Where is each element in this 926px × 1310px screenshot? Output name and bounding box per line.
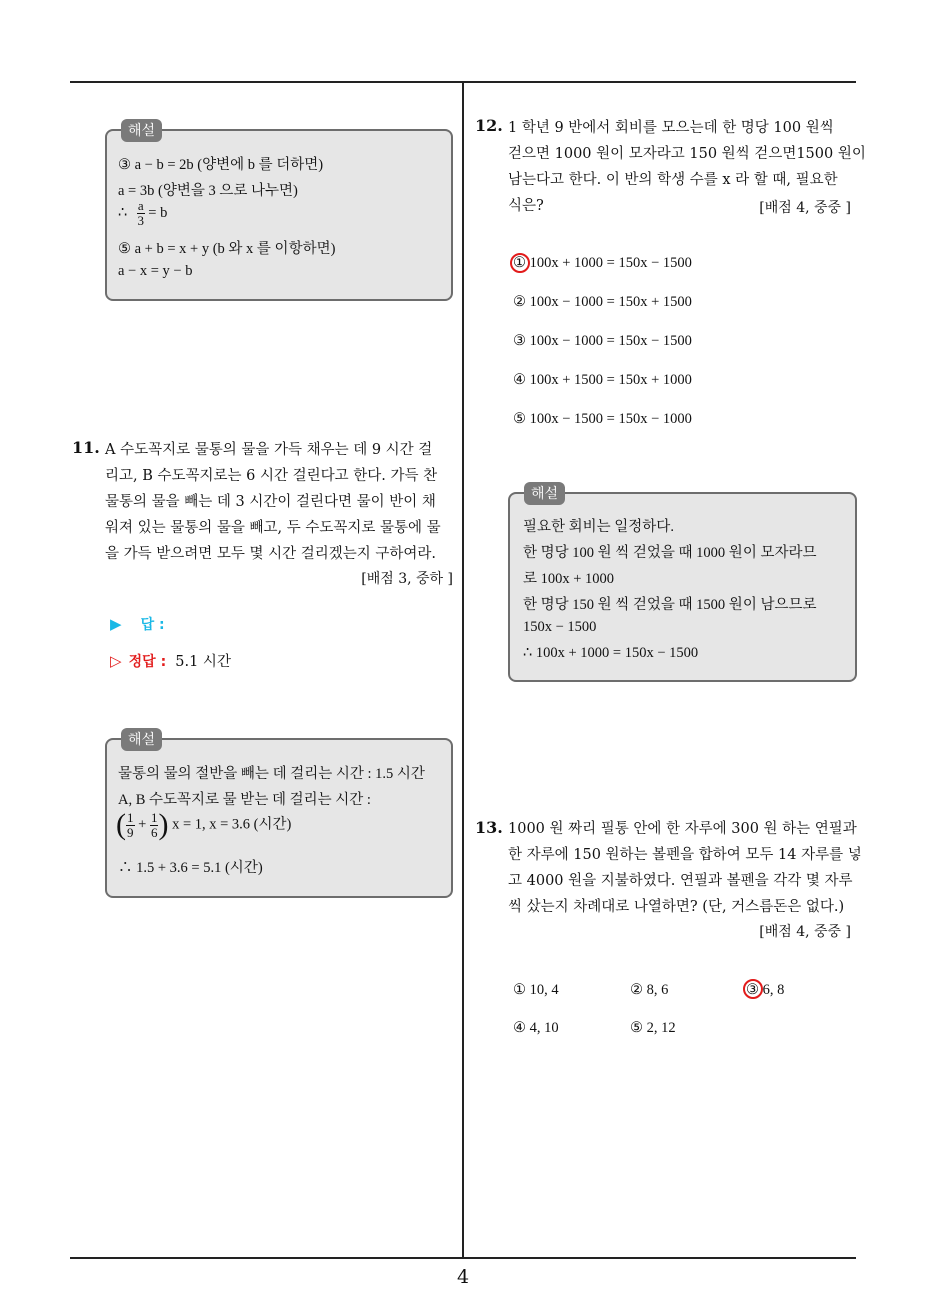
question-line: 고 4000 원을 지불하였다. 연필과 볼펜을 각각 몇 자루 [508,873,853,889]
solution-line: a − x = y − b [118,263,193,279]
score-tag-11: [배점 3, 중하 ] [361,571,453,587]
solution-line: 물통의 물의 절반을 빼는 데 걸리는 시간 : 1.5 시간 [118,766,425,782]
choice-option[interactable]: ② 8, 6 [630,982,669,998]
answer-circle-mark [743,979,763,999]
question-line: 을 가득 받으려면 모두 몇 시간 걸리겠는지 구하여라. [105,546,437,562]
solution-line: ⑤ a + b = x + y (b 와 x 를 이항하면) [118,241,336,257]
correct-arrow-icon: ▷ [110,652,122,670]
question-line: 걷으면 1000 원이 모자라고 150 원씩 걷으면1500 원이 [508,146,866,162]
correct-answer-row [110,650,231,671]
choice-option[interactable]: ① 100x + 1000 = 150x − 1500 [513,255,692,271]
question-line: 한 자루에 150 원하는 볼펜을 합하여 모두 14 자루를 넣 [508,847,862,863]
question-line: 물통의 물을 빼는 데 3 시간이 걸린다면 물이 반이 채 [105,494,436,510]
score-tag-12: [배점 4, 중중 ] [759,200,851,216]
bottom-rule [70,1257,856,1259]
question-number-11: 11. [72,438,100,457]
answer-circle-mark [510,253,530,273]
equation-rest: x = 1, x = 3.6 (시간) [172,816,292,833]
fraction-denominator: 9 [127,824,134,840]
solution-line: ( $\frac{1}{9}$ + $\frac{1}{6}$ ) x = 1, x = 3.6 (시간) [116,808,292,841]
question-text-13 [508,816,862,920]
solution-label: 해설 [121,728,162,751]
question-number-12: 12. [475,116,503,135]
fraction-numerator: 1 [150,809,158,825]
question-line: 씩 샀는지 차례대로 나열하면? (단, 거스름돈은 없다.) [508,899,845,915]
solution-line [118,199,167,228]
question-line: 남는다고 한다. 이 반의 학생 수를 x 라 할 때, 필요한 [508,172,838,188]
column-divider [462,82,464,1258]
correct-answer-label: 정답 : [128,654,167,670]
solution-line: ③ a − b = 2b (양변에 b 를 더하면) [118,157,324,173]
fraction-denominator: 3 [137,213,144,228]
solution-box-q11 [105,732,453,898]
choice-option[interactable]: ④ 4, 10 [513,1020,559,1036]
choice-option[interactable]: ② 100x − 1000 = 150x + 1500 [513,294,692,310]
solution-line: 로 100x + 1000 [523,571,615,587]
answer-row [110,614,165,634]
plus-sign: + [138,816,147,833]
solution-box-q12 [508,486,857,682]
choice-option[interactable]: ① 10, 4 [513,982,559,998]
choice-option[interactable]: ③ 100x − 1000 = 150x − 1500 [513,333,692,349]
correct-answer-value: 5.1 시간 [175,654,231,670]
answer-label: 답 : [140,617,165,633]
answer-arrow-icon: ▶ [110,615,122,633]
fraction-numerator: a [137,198,144,213]
question-line: 워져 있는 물통의 물을 빼고, 두 수도꼭지로 물통에 물 [105,520,441,536]
choice-option[interactable]: ⑤ 2, 12 [630,1020,676,1036]
choice-option[interactable]: ③ 6, 8 [746,982,785,998]
solution-line: ∴ 100x + 1000 = 150x − 1500 [523,645,699,661]
question-number-13: 13. [475,818,503,837]
solution-box-q10 [105,123,453,301]
fraction-denominator: 6 [150,824,158,840]
fraction-rhs: = b [148,204,168,221]
solution-line: ∴ 1.5 + 3.6 = 5.1 (시간) [118,860,263,876]
solution-line: A, B 수도꼭지로 물 받는 데 걸리는 시간 : [118,792,371,808]
choice-option[interactable]: ④ 100x + 1500 = 150x + 1000 [513,372,692,388]
solution-line: 한 명당 150 원 씩 걷었을 때 1500 원이 남으므로 [523,597,817,613]
score-tag-13: [배점 4, 중중 ] [759,924,851,940]
choice-option[interactable]: ⑤ 100x − 1500 = 150x − 1000 [513,411,692,427]
page-number: 4 [456,1266,470,1288]
question-line: 1000 원 짜리 필통 안에 한 자루에 300 원 하는 연필과 [508,821,857,837]
fraction-numerator: 1 [127,809,134,825]
question-line: 리고, B 수도꼭지로는 6 시간 걸린다고 한다. 가득 찬 [105,468,438,484]
question-line: 1 학년 9 반에서 회비를 모으는데 한 명당 100 원씩 [508,120,834,136]
solution-line: 150x − 1500 [523,619,597,635]
question-line: 식은? [508,198,544,214]
therefore-symbol: ∴ [118,204,128,221]
question-line: A 수도꼭지로 물통의 물을 가득 채우는 데 9 시간 걸 [105,442,433,458]
question-text-11 [105,437,455,567]
solution-line: 한 명당 100 원 씩 걷었을 때 1000 원이 모자라므 [523,545,817,561]
solution-line: a = 3b (양변을 3 으로 나누면) [118,183,298,199]
solution-line: 필요한 회비는 일정하다. [523,519,674,535]
solution-label: 해설 [524,482,565,505]
solution-label: 해설 [121,119,162,142]
